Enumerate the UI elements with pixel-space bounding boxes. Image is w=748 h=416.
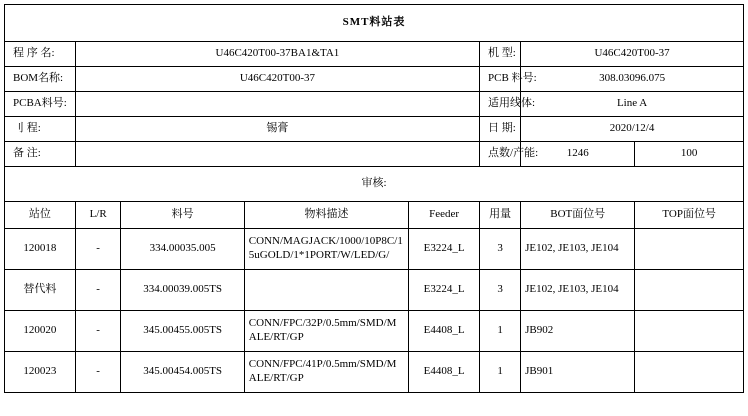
col-station: 站位 <box>5 202 76 229</box>
cell-part-no: 345.00455.005TS <box>121 311 244 352</box>
bom-name-label: BOM名称: <box>5 67 76 92</box>
row-process-date <box>5 117 744 142</box>
program-name-label: 程 序 名: <box>5 42 76 67</box>
date-value: 2020/12/4 <box>521 117 744 142</box>
audit-label: 审核: <box>5 167 744 202</box>
cell-lr: - <box>75 311 121 352</box>
cell-lr: - <box>75 352 121 393</box>
col-bot: BOT面位号 <box>521 202 635 229</box>
cell-bot: JB901 <box>521 352 635 393</box>
table-row <box>5 311 744 352</box>
cell-bot: JB902 <box>521 311 635 352</box>
cell-part-no: 345.00454.005TS <box>121 352 244 393</box>
machine-type-label: 机 型: <box>480 42 521 67</box>
col-lr: L/R <box>75 202 121 229</box>
col-qty: 用量 <box>480 202 521 229</box>
table-row <box>5 352 744 393</box>
cell-station: 120018 <box>5 229 76 270</box>
line-value: Line A <box>521 92 744 117</box>
cell-feeder: E3224_L <box>409 270 480 311</box>
row-program-machine <box>5 42 744 67</box>
table-row <box>5 229 744 270</box>
cell-station: 120023 <box>5 352 76 393</box>
table-header-row <box>5 202 744 229</box>
col-top: TOP面位号 <box>635 202 744 229</box>
row-remark-points <box>5 142 744 167</box>
remark-label: 备 注: <box>5 142 76 167</box>
points-value: 1246 <box>521 142 635 167</box>
col-part-no: 料号 <box>121 202 244 229</box>
table-row <box>5 270 744 311</box>
cell-description: CONN/FPC/41P/0.5mm/SMD/MALE/RT/GP <box>244 352 408 393</box>
cell-qty: 3 <box>480 229 521 270</box>
pcba-number-value <box>75 92 479 117</box>
date-label: 日 期: <box>480 117 521 142</box>
row-bom-pcb <box>5 67 744 92</box>
process-label: 刂 程: <box>5 117 76 142</box>
cell-top <box>635 270 744 311</box>
cell-top <box>635 311 744 352</box>
line-label: 适用线体: <box>480 92 521 117</box>
cell-lr: - <box>75 270 121 311</box>
cell-part-no: 334.00035.005 <box>121 229 244 270</box>
row-audit <box>5 167 744 202</box>
col-feeder: Feeder <box>409 202 480 229</box>
cell-qty: 1 <box>480 352 521 393</box>
cell-top <box>635 352 744 393</box>
cell-top <box>635 229 744 270</box>
smt-feeder-sheet <box>0 4 748 416</box>
sheet-table <box>4 4 744 393</box>
page-title: SMT料站表 <box>5 5 744 42</box>
cell-qty: 1 <box>480 311 521 352</box>
cell-bot: JE102, JE103, JE104 <box>521 270 635 311</box>
cell-lr: - <box>75 229 121 270</box>
cell-feeder: E4408_L <box>409 352 480 393</box>
cell-qty: 3 <box>480 270 521 311</box>
cell-feeder: E3224_L <box>409 229 480 270</box>
row-pcba-line <box>5 92 744 117</box>
capacity-value: 100 <box>635 142 744 167</box>
title-row <box>5 5 744 42</box>
points-capacity-label: 点数/产能: <box>480 142 521 167</box>
process-value: 锡膏 <box>75 117 479 142</box>
pcb-number-value: 308.03096.075 <box>521 67 744 92</box>
bom-name-value: U46C420T00-37 <box>75 67 479 92</box>
cell-description: CONN/FPC/32P/0.5mm/SMD/MALE/RT/GP <box>244 311 408 352</box>
cell-station: 替代料 <box>5 270 76 311</box>
cell-bot: JE102, JE103, JE104 <box>521 229 635 270</box>
pcba-number-label: PCBA料号: <box>5 92 76 117</box>
machine-type-value: U46C420T00-37 <box>521 42 744 67</box>
pcb-number-label: PCB 料号: <box>480 67 521 92</box>
cell-description: CONN/MAGJACK/1000/10P8C/15uGOLD/1*1PORT/W/LED/G/ <box>244 229 408 270</box>
cell-station: 120020 <box>5 311 76 352</box>
program-name-value: U46C420T00-37BA1&TA1 <box>75 42 479 67</box>
cell-part-no: 334.00039.005TS <box>121 270 244 311</box>
cell-description <box>244 270 408 311</box>
cell-feeder: E4408_L <box>409 311 480 352</box>
col-description: 物料描述 <box>244 202 408 229</box>
remark-value <box>75 142 479 167</box>
